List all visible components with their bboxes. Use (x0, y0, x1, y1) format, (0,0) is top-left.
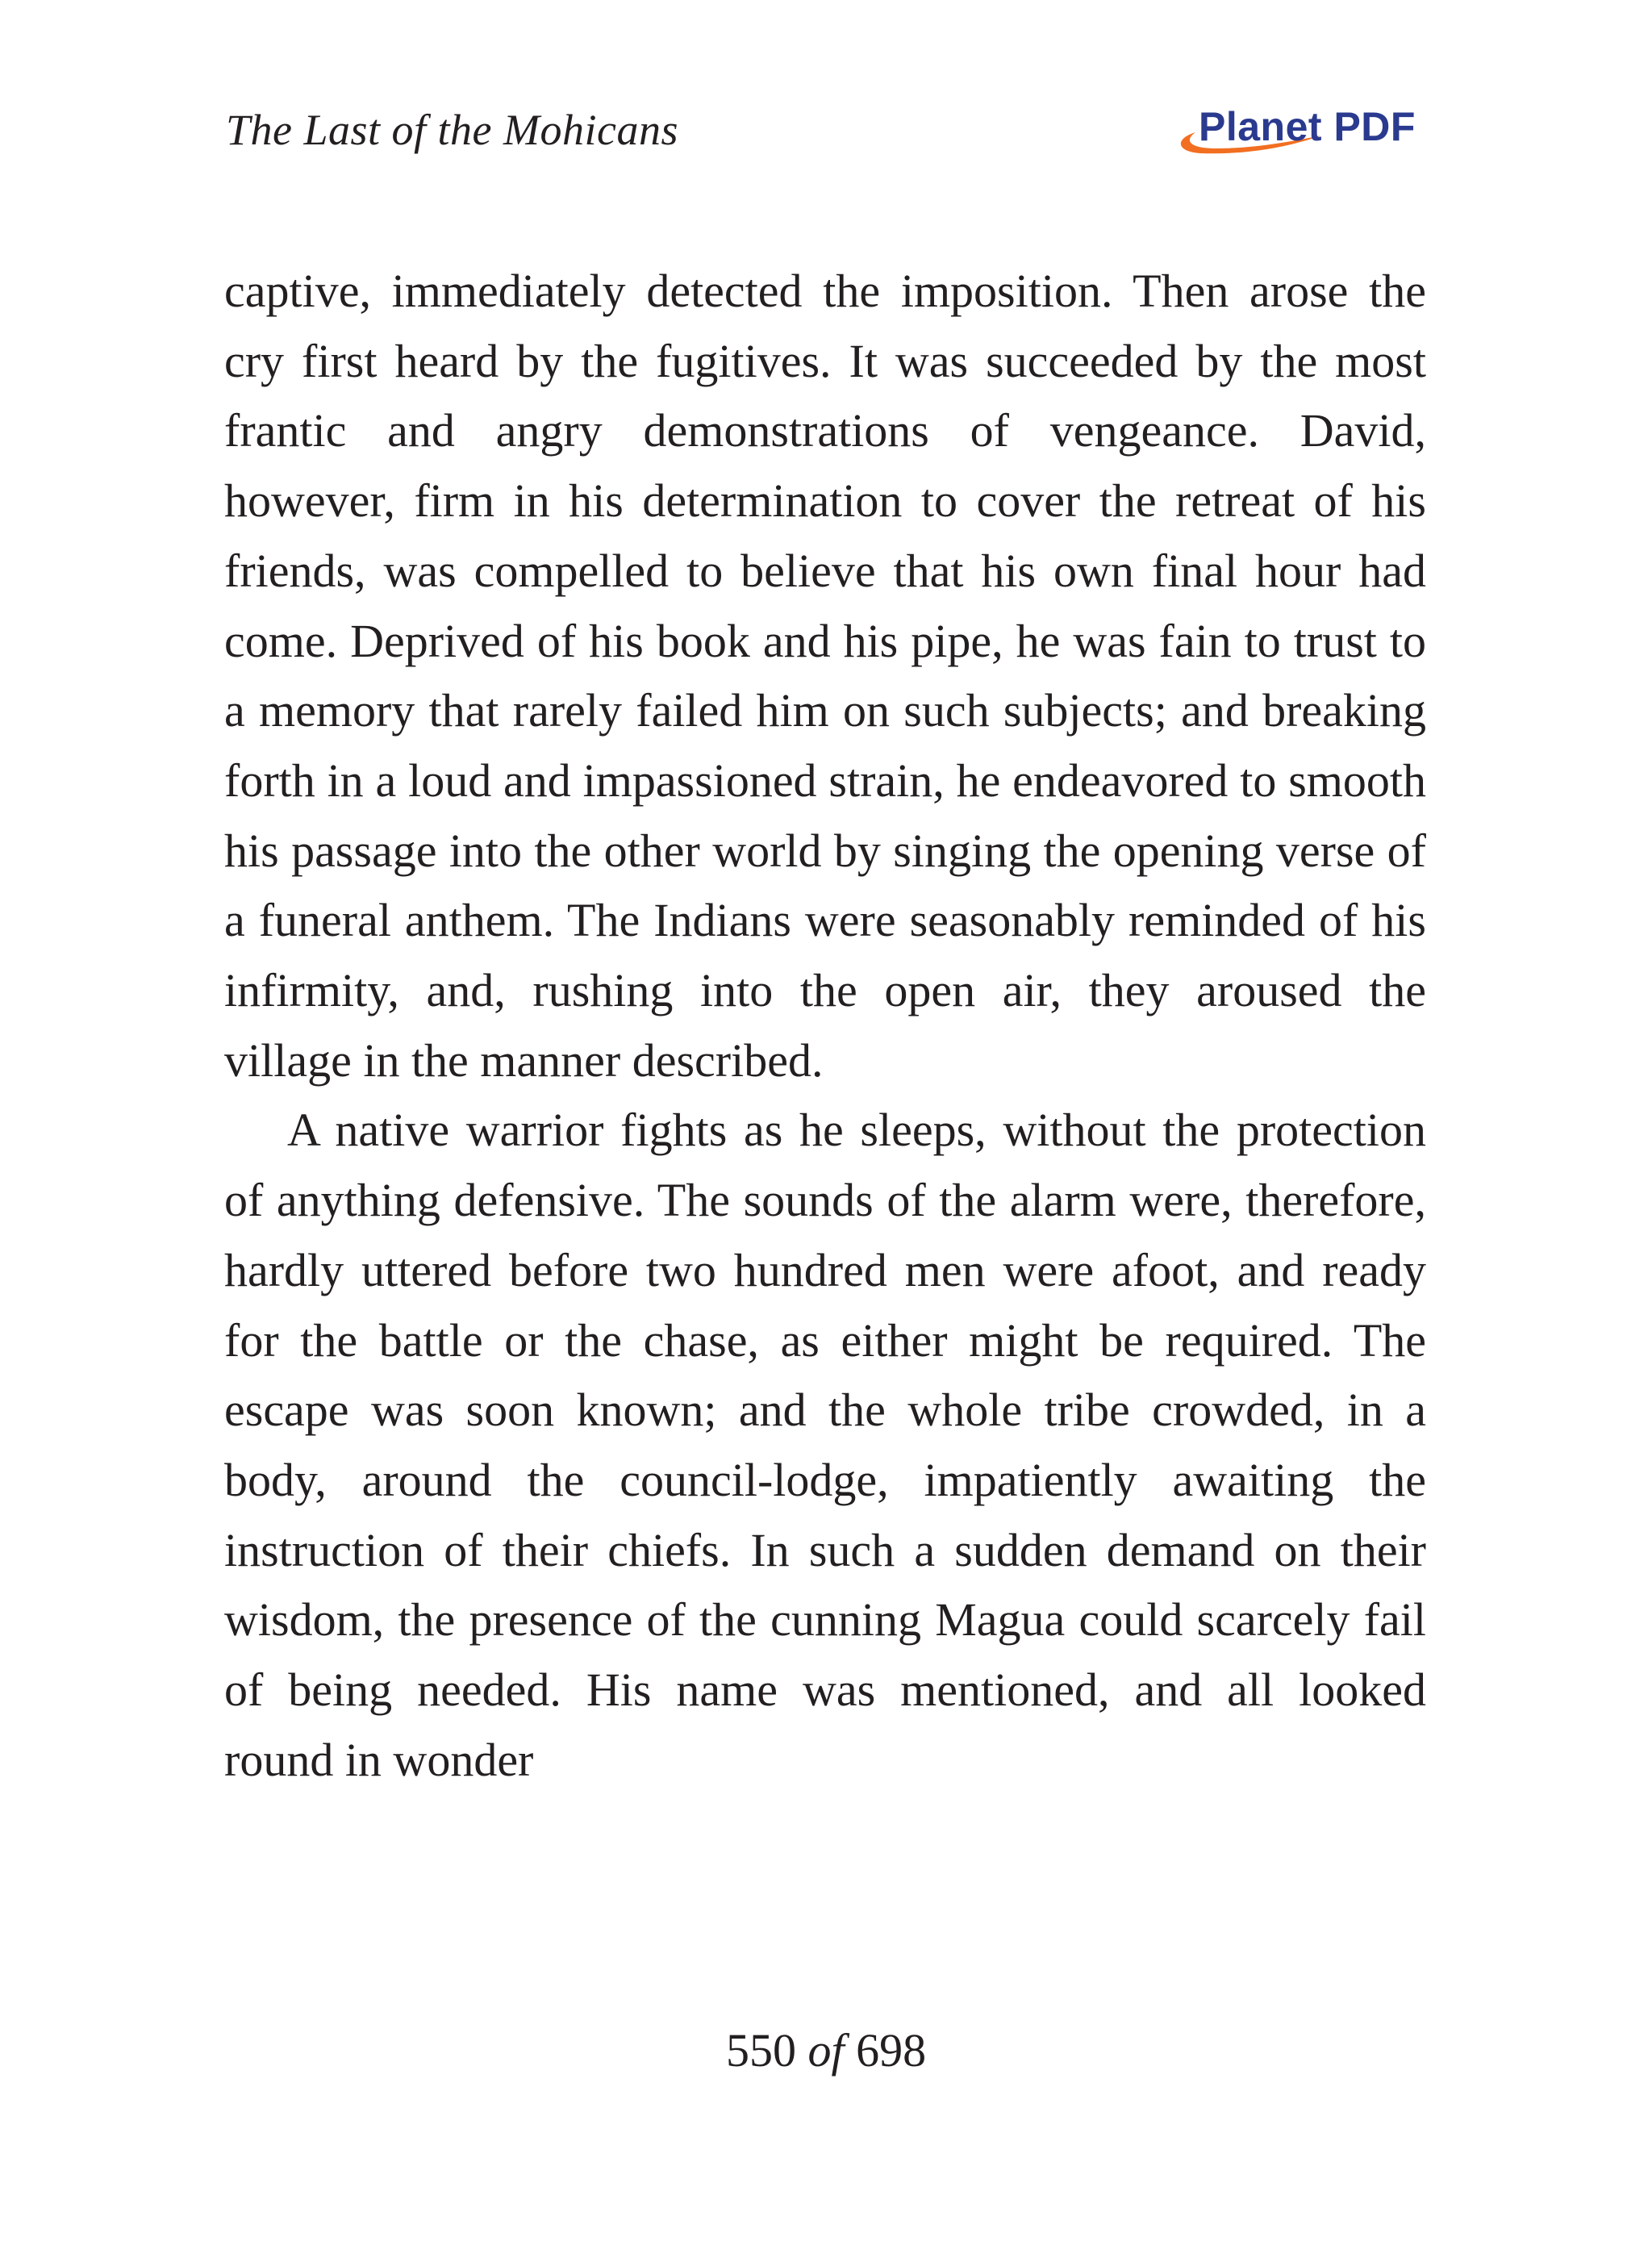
page-total: 698 (856, 2024, 927, 2077)
page-body (224, 257, 1426, 1795)
page-number (0, 2023, 1652, 2077)
book-title: The Last of the Mohicans (226, 106, 678, 154)
logo-text: Planet PDF (1199, 104, 1416, 149)
paragraph: captive, immediately detected the imposition. Then arose the cry first heard by the fugitives. It was succeeded by the most frantic and angry demonstrations of vengeance. David, however, firm in his determination to cover the retreat of his friends, was compelled to believe that his own final hour had come. Deprived of his book and his pipe, he was fain to trust to a memory that rarely failed him on such subjects; and breaking forth in a loud and impassioned strain, he endeavored to smooth his passage into the other world by singing the opening verse of a funeral anthem. The Indians were seasonably reminded of his infirmity, and, rushing into the open air, they aroused the village in the manner described. (224, 265, 1426, 1087)
page-current: 550 (725, 2024, 796, 2077)
planet-pdf-logo (1168, 103, 1426, 165)
page-of-label: of (807, 2024, 845, 2077)
paragraph: A native warrior fights as he sleeps, without the protection of anything defensive. The sounds of the alarm were, therefore, hardly uttered before two hundred men were afoot, and ready for the battle or the chase, as either might be required. The escape was soon known; and the whole tribe crowded, in a body, around the council-lodge, impatiently awaiting the instruction of their chiefs. In such a sudden demand on their wisdom, the presence of the cunning Magua could scarcely fail of being needed. His name was mentioned, and all looked round in wonder (224, 1104, 1426, 1786)
